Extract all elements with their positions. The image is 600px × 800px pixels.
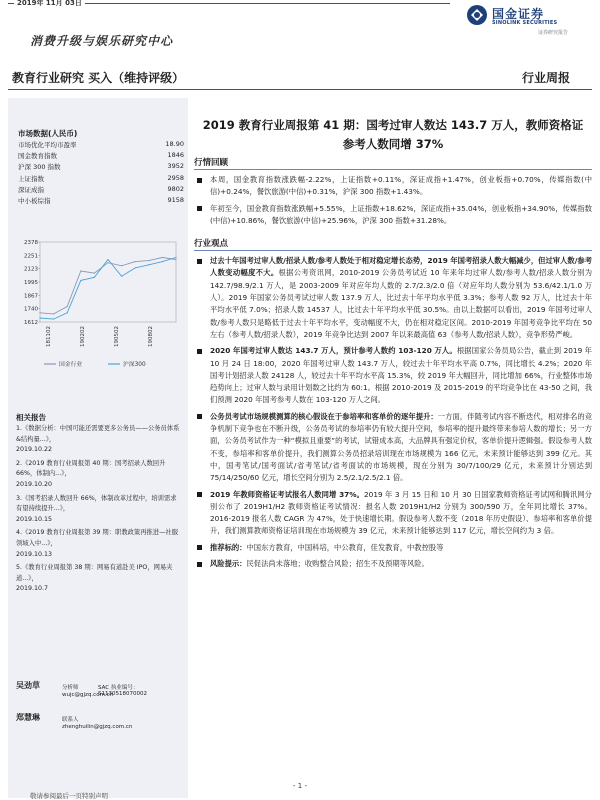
report-title: 2019 教育行业周报第 41 期：国考过审人数达 143.7 万人，教师资格证参考人数同增 37% — [202, 118, 584, 151]
y-tick-label: 1740 — [24, 306, 38, 313]
related-report-item[interactable]: 2.《2019 教育行业周报第 40 期：国考招录人数回升 66%，体制内...》， 2019.10.20 — [16, 459, 166, 488]
market-row: 中小板综指 9158 — [18, 195, 184, 205]
market-row: 上证指数 2958 — [18, 173, 184, 183]
data-point — [148, 264, 149, 265]
data-point — [94, 273, 95, 274]
data-point — [175, 257, 176, 258]
market-data-title: 市场数据(人民币) — [18, 129, 78, 138]
view-item: 2020 年国考过审人数达 143.7 万人，预计参考人数约 103-120 万人。根据国家公务员局公告，截止到 2019 年 10 月 24 日 18:00，2020 年国考过审人数 143.7 万人，较过去十年平均水平高 0.7%，同比增长 4.2%；2020 年国考计划招录人数 24128 人，较过去十年平均水平高 15.3%，较 2019 年大幅回升，同比增加 66%，行业整体市场趋势向上；过审人数与录用计划数之比约为 60:1。根据 2010-2019 及 2015-2019 的平均竞争比在 43-50 之间，我们预测 2020 年国考参考人数在 103-120 万人之间。 — [194, 345, 592, 406]
data-point — [148, 260, 149, 261]
contact-name: 郑慧琳 — [16, 713, 40, 722]
analyst-email[interactable]: wujc@gjzq.com.cn — [62, 692, 114, 698]
y-tick-label: 1612 — [24, 320, 38, 326]
market-row: 国金教育指数 1846 — [18, 151, 184, 161]
data-point — [53, 313, 54, 314]
review-list — [194, 170, 592, 235]
data-point — [121, 276, 122, 277]
y-tick-label: 2378 — [24, 240, 38, 246]
data-point — [135, 267, 136, 268]
report-rating: 教育行业研究 买入（维持评级） — [12, 71, 185, 85]
market-row: 沪深 300 指数 3952 — [18, 162, 184, 172]
company-logo — [466, 4, 586, 34]
x-tick-label: 190802 — [148, 326, 155, 347]
data-point — [80, 280, 81, 281]
contact-card — [16, 712, 182, 752]
legend-label: 沪深300 — [123, 362, 146, 368]
analyst-name: 吴劲草 — [16, 681, 40, 690]
related-report-item[interactable]: 5.《教育行业周报第 38 期：网易有道赴美 IPO，网易夹道...》， 2019.10.7 — [16, 564, 173, 593]
logo-cn: 国金证券 — [492, 7, 545, 21]
y-tick-label: 2123 — [24, 266, 38, 273]
view-item: 推荐标的：中国东方教育，中国科培，中公教育，佳发教育，中教控股等 — [194, 542, 592, 554]
legend-label: 国金行业 — [59, 362, 83, 368]
analyst-cert: SAC 执业编号：S1130518070002 — [98, 685, 147, 697]
related-report-item[interactable]: 1.《数据分析：中国可能还需要更多公务员——公务员体系&结构量...》， 2019.10.22 — [16, 425, 180, 454]
market-row: 市场优化平均市盈率 18.90 — [18, 140, 184, 149]
research-center: 消费升级与娱乐研究中心 — [30, 34, 174, 48]
y-tick-label: 1867 — [24, 293, 38, 300]
x-tick-label: 190502 — [114, 326, 121, 347]
data-point — [107, 259, 108, 260]
data-point — [67, 306, 68, 307]
view-item: 2019 年教师资格证考试报名人数同增 37%。2019 年 3 月 15 日和 10 月 30 日国家教师资格证考试网和腾讯网分别公布了 2019H1/H2 教师资格证考试情况：报名人数 2019H1/H2 分别为 300/590 万，全年同比增长 37%。2016-2019 报名人数 CAGR 为 47%，处于快速增长期。假设参考人数不变（2018 年历史假设）、参培率和客单价提升，我们测算教师资格证培训现在市场规模为 39 亿元，未来预计能够达到 117 亿元，增长空间约为 3 倍。 — [194, 489, 592, 538]
data-point — [107, 262, 108, 263]
logo-sub: 证券研究报告 — [538, 30, 569, 36]
data-point — [162, 257, 163, 258]
section-market-review: 行情回顾 — [194, 156, 592, 170]
data-point — [121, 265, 122, 266]
data-point — [39, 312, 40, 313]
data-point — [39, 317, 40, 318]
market-row: 深证成指 9802 — [18, 184, 184, 194]
sinolink-logo-icon — [466, 4, 488, 26]
related-reports-title: 相关报告 — [16, 413, 46, 422]
data-point — [162, 261, 163, 262]
main-content — [194, 104, 592, 578]
review-item: 本周，国金教育指数涨跌幅-2.22%，上证指数+0.11%，深证成指+1.47%，创业板指+0.70%，传媒指数(中信)+0.24%，餐饮旅游(中信)+0.31%，沪深 300 指数+1.43%。 — [194, 174, 592, 199]
data-point — [53, 318, 54, 319]
logo-en: SINOLINK SECURITIES — [492, 20, 558, 26]
data-point — [175, 259, 176, 260]
x-tick-label: 181102 — [46, 326, 53, 347]
related-reports — [16, 424, 182, 598]
view-item: 风险提示：民促法尚未落地；收购整合风险；招生不及预期等风险。 — [194, 558, 592, 570]
data-point — [94, 277, 95, 278]
footer — [0, 782, 600, 800]
contact-role: 联系人 — [62, 717, 79, 723]
x-tick-label: 190202 — [80, 326, 87, 347]
related-report-item[interactable]: 3.《国考招录人数回升 66%，体制改革过程中，培训需求有望持续提升...》， 2019.10.15 — [16, 494, 177, 523]
analyst-role: 分析师 — [62, 685, 79, 691]
section-industry-view: 行业观点 — [194, 237, 592, 251]
disclaimer-note[interactable]: 敬请参阅最后一页特别声明 — [30, 792, 108, 800]
view-item: 公务员考试市场规模测算的核心假设在于参培率和客单价的逐年提升：一方面，伴随考试内容不断迭代，相对排名的竞争机制下竞争也在不断升级，公务员考试的参培率仍有较大提升空间，参培率的提升最终带来参培人数的增长；另一方面，公务员考试作为一种“模拟且重要”的考试，试错成本高，大品牌具有强定价权，客单价提升逻辑强。假设参考人数不变，参培率和客单价提升，我们测算公务员招录培训现在市场规模为 166 亿元，未来预计能够达到 399 亿元。其中，国考笔试/国考面试/省考笔试/省考面试的市场规模，现在分别为 30/7/100/29 亿元，未来预计分别达到 75/14/250/60 亿元，增长空间分别为 2.5/2.1/2.5/2.1 倍。 — [194, 411, 592, 485]
market-data-table — [18, 140, 184, 207]
series-line-1 — [40, 258, 176, 314]
report-date: 2019年 11月 03日 — [14, 0, 85, 8]
view-item: 过去十年国考过审人数/招录人数/参考人数处于相对稳定增长态势，2019 年国考招录人数大幅减少，但过审人数/参考人数变动幅度不大。根据公考资讯网，2010-2019 公务员考试近 10 年来年均过审人数/参考人数/招录人数分别为 142.7/98.9/2.1 万人，是 2003-2009 年对应年均人数的 2.7/2.3/2.0 倍（对应年均人数分别为 53.6/42.1/1.0 万人）。2019 年国家公务员考试过审人数 137.9 万人，比过去十年平均水平低 3.3%；参考人数 92 万人，比过去十年平均水平低 7.0%；招录人数 14537 人，比过去十年平均水平低 30.5%。由以上数据可以看出，2019 年国考过审人数/参考人数只是略低于过去十年平均水平，变动幅度不大，仍在相对稳定区间。2010-2019 年国考竞争比平均在 50 左右（参考人数/招录人数），2019 年竞争比达到 2007 年以来最高值 63（参考人数/招录人数），竞争形势严峻。 — [194, 255, 592, 341]
data-point — [80, 270, 81, 271]
y-tick-label: 1995 — [24, 280, 38, 286]
report-header — [8, 66, 592, 90]
report-type: 行业周报 — [521, 71, 570, 85]
page-number: - 1 - — [293, 782, 307, 790]
y-tick-label: 2251 — [24, 253, 38, 260]
review-item: 年初至今，国金教育指数涨跌幅+5.55%，上证指数+18.62%，深证成指+35.04%，创业板指+34.90%，传媒指数(中信)+10.86%，餐饮旅游(中信)+25.96%，沪深 300 指数+31.28%。 — [194, 203, 592, 228]
contact-email[interactable]: zhenghuilin@gjzq.com.cn — [62, 724, 133, 730]
data-point — [135, 261, 136, 262]
view-list — [194, 251, 592, 578]
index-line-chart — [10, 236, 182, 376]
data-point — [67, 312, 68, 313]
related-report-item[interactable]: 4.《2019 教育行业周报第 39 期：职教政策再推进—社服领域入中...》， 2019.10.13 — [16, 529, 178, 558]
